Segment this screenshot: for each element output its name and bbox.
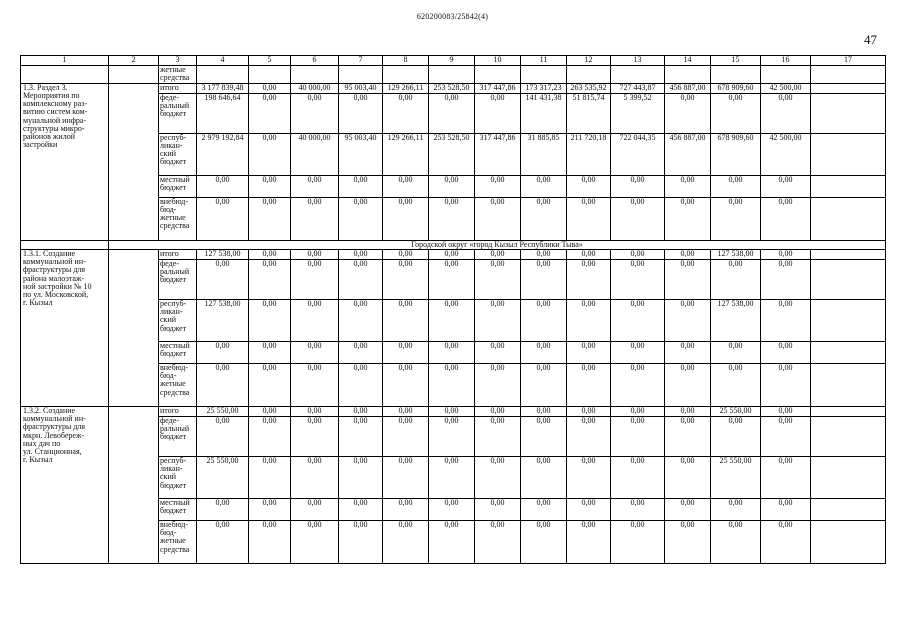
value-cell: 0,00: [567, 417, 611, 457]
funding-source-cell: итого: [159, 84, 197, 94]
value-cell: 253 528,50: [429, 84, 475, 94]
funding-source-cell: местный бюджет: [159, 499, 197, 521]
value-cell: 0,00: [665, 499, 711, 521]
value-cell: [249, 66, 291, 84]
value-cell: 0,00: [429, 198, 475, 241]
value-cell: [383, 66, 429, 84]
value-cell: 0,00: [429, 260, 475, 300]
value-cell: 0,00: [291, 176, 339, 198]
column-header: 9: [429, 56, 475, 66]
value-cell: 0,00: [475, 499, 521, 521]
value-cell: 0,00: [567, 521, 611, 564]
value-cell: 0,00: [521, 417, 567, 457]
value-cell: 0,00: [567, 176, 611, 198]
value-cell: 0,00: [611, 260, 665, 300]
value-cell: 0,00: [339, 364, 383, 407]
value-cell: 0,00: [429, 300, 475, 342]
value-cell: 0,00: [567, 499, 611, 521]
value-cell: 0,00: [291, 198, 339, 241]
document-id: 620200083/25842(4): [416, 12, 489, 21]
budget-table: [20, 55, 886, 564]
value-cell: 31 885,85: [521, 134, 567, 176]
column-header: 12: [567, 56, 611, 66]
value-cell: 0,00: [291, 250, 339, 260]
value-cell: 0,00: [665, 300, 711, 342]
value-cell: 198 646,64: [197, 94, 249, 134]
funding-source-cell: итого: [159, 407, 197, 417]
value-cell: 0,00: [475, 250, 521, 260]
value-cell: 0,00: [611, 364, 665, 407]
value-cell: 0,00: [339, 198, 383, 241]
measure-name: 1.3.1. Создание коммунальной ин- фраструктуры для района малоэтаж- ной застройки № 10 по ул. Московской, г. Кызыл: [21, 250, 109, 407]
value-cell: [475, 66, 521, 84]
value-cell: 127 538,00: [711, 250, 761, 260]
value-cell: [811, 342, 886, 364]
value-cell: 25 550,00: [197, 407, 249, 417]
value-cell: 0,00: [521, 407, 567, 417]
value-cell: 0,00: [339, 417, 383, 457]
value-cell: 0,00: [291, 457, 339, 499]
value-cell: 0,00: [711, 342, 761, 364]
value-cell: 0,00: [249, 176, 291, 198]
table-row: [21, 84, 886, 94]
value-cell: 0,00: [197, 364, 249, 407]
continuation-row: [21, 66, 886, 84]
value-cell: 211 720,18: [567, 134, 611, 176]
value-cell: 0,00: [339, 260, 383, 300]
value-cell: 0,00: [665, 250, 711, 260]
value-cell: 0,00: [383, 521, 429, 564]
value-cell: 0,00: [567, 198, 611, 241]
value-cell: 0,00: [611, 499, 665, 521]
value-cell: 0,00: [249, 521, 291, 564]
value-cell: 42 500,00: [761, 84, 811, 94]
value-cell: 0,00: [197, 417, 249, 457]
value-cell: 0,00: [249, 364, 291, 407]
region-row: [21, 241, 886, 250]
value-cell: 0,00: [429, 407, 475, 417]
value-cell: 0,00: [761, 260, 811, 300]
value-cell: 0,00: [665, 260, 711, 300]
value-cell: 127 538,00: [711, 300, 761, 342]
value-cell: [811, 499, 886, 521]
value-cell: [567, 66, 611, 84]
value-cell: 0,00: [197, 260, 249, 300]
value-cell: 0,00: [611, 407, 665, 417]
value-cell: 0,00: [567, 457, 611, 499]
empty-cell: [109, 66, 159, 84]
column-header: 17: [811, 56, 886, 66]
column-header: 1: [21, 56, 109, 66]
value-cell: 141 431,38: [521, 94, 567, 134]
value-cell: 0,00: [249, 499, 291, 521]
value-cell: [811, 521, 886, 564]
value-cell: 0,00: [475, 342, 521, 364]
value-cell: 0,00: [249, 260, 291, 300]
value-cell: 3 177 839,48: [197, 84, 249, 94]
value-cell: 0,00: [339, 300, 383, 342]
value-cell: 0,00: [291, 417, 339, 457]
value-cell: 0,00: [761, 176, 811, 198]
value-cell: 127 538,00: [197, 300, 249, 342]
value-cell: 0,00: [383, 364, 429, 407]
value-cell: [811, 250, 886, 260]
value-cell: 0,00: [711, 198, 761, 241]
value-cell: 0,00: [249, 84, 291, 94]
value-cell: 317 447,86: [475, 84, 521, 94]
value-cell: 0,00: [475, 94, 521, 134]
empty-cell: [109, 407, 159, 564]
value-cell: 0,00: [249, 198, 291, 241]
funding-source-cell: респуб- ликан- ский бюджет: [159, 134, 197, 176]
funding-source-cell: феде- ральный бюджет: [159, 94, 197, 134]
column-header: 14: [665, 56, 711, 66]
value-cell: [291, 66, 339, 84]
value-cell: 0,00: [521, 499, 567, 521]
value-cell: 0,00: [761, 417, 811, 457]
value-cell: 0,00: [521, 250, 567, 260]
value-cell: 0,00: [521, 300, 567, 342]
value-cell: 0,00: [339, 94, 383, 134]
value-cell: 0,00: [429, 457, 475, 499]
value-cell: [339, 66, 383, 84]
value-cell: 0,00: [383, 198, 429, 241]
value-cell: 0,00: [249, 457, 291, 499]
value-cell: 0,00: [339, 499, 383, 521]
empty-cell: [109, 84, 159, 241]
value-cell: [811, 300, 886, 342]
value-cell: 0,00: [611, 300, 665, 342]
value-cell: 0,00: [761, 499, 811, 521]
value-cell: 727 443,87: [611, 84, 665, 94]
value-cell: 0,00: [567, 260, 611, 300]
value-cell: [811, 457, 886, 499]
value-cell: 0,00: [339, 521, 383, 564]
funding-source-cell: феде- ральный бюджет: [159, 417, 197, 457]
value-cell: 0,00: [383, 457, 429, 499]
value-cell: 0,00: [291, 407, 339, 417]
value-cell: 0,00: [291, 499, 339, 521]
funding-source-cell: внебюд- бюд- жетные средства: [159, 521, 197, 564]
value-cell: 0,00: [249, 407, 291, 417]
value-cell: 0,00: [665, 198, 711, 241]
value-cell: 0,00: [761, 457, 811, 499]
value-cell: 5 399,52: [611, 94, 665, 134]
value-cell: 0,00: [249, 342, 291, 364]
funding-source-cell: местный бюджет: [159, 342, 197, 364]
value-cell: 0,00: [197, 198, 249, 241]
value-cell: 0,00: [611, 342, 665, 364]
value-cell: 0,00: [761, 521, 811, 564]
value-cell: 0,00: [475, 300, 521, 342]
value-cell: 0,00: [383, 250, 429, 260]
value-cell: 0,00: [249, 134, 291, 176]
value-cell: 0,00: [383, 300, 429, 342]
value-cell: 0,00: [383, 94, 429, 134]
value-cell: 129 266,11: [383, 134, 429, 176]
value-cell: 0,00: [665, 364, 711, 407]
value-cell: 0,00: [567, 364, 611, 407]
column-header: 7: [339, 56, 383, 66]
value-cell: 456 887,00: [665, 84, 711, 94]
value-cell: [811, 134, 886, 176]
value-cell: 0,00: [711, 521, 761, 564]
column-header: 3: [159, 56, 197, 66]
value-cell: 0,00: [429, 499, 475, 521]
value-cell: 317 447,86: [475, 134, 521, 176]
value-cell: 0,00: [711, 364, 761, 407]
value-cell: 0,00: [611, 521, 665, 564]
value-cell: 51 815,74: [567, 94, 611, 134]
value-cell: 0,00: [475, 260, 521, 300]
column-header: 16: [761, 56, 811, 66]
value-cell: 0,00: [567, 250, 611, 260]
value-cell: 0,00: [429, 176, 475, 198]
column-header: 5: [249, 56, 291, 66]
value-cell: 0,00: [567, 407, 611, 417]
funding-source-cell: респуб- ликан- ский бюджет: [159, 300, 197, 342]
value-cell: 0,00: [665, 457, 711, 499]
value-cell: 0,00: [521, 342, 567, 364]
column-header: 13: [611, 56, 665, 66]
value-cell: 25 550,00: [711, 407, 761, 417]
value-cell: 0,00: [567, 342, 611, 364]
value-cell: 0,00: [383, 417, 429, 457]
column-header: 8: [383, 56, 429, 66]
funding-source-cell: феде- ральный бюджет: [159, 260, 197, 300]
value-cell: 0,00: [429, 94, 475, 134]
value-cell: 0,00: [665, 417, 711, 457]
value-cell: 0,00: [429, 364, 475, 407]
value-cell: 0,00: [665, 176, 711, 198]
value-cell: 263 535,92: [567, 84, 611, 94]
value-cell: [811, 260, 886, 300]
value-cell: [811, 176, 886, 198]
value-cell: [811, 364, 886, 407]
column-header: 2: [109, 56, 159, 66]
value-cell: 40 000,00: [291, 134, 339, 176]
value-cell: [811, 66, 886, 84]
value-cell: 0,00: [761, 364, 811, 407]
value-cell: 0,00: [761, 250, 811, 260]
value-cell: 722 044,35: [611, 134, 665, 176]
value-cell: 0,00: [761, 300, 811, 342]
value-cell: 678 909,60: [711, 134, 761, 176]
value-cell: [761, 66, 811, 84]
column-header: 4: [197, 56, 249, 66]
value-cell: 0,00: [521, 364, 567, 407]
value-cell: 0,00: [711, 176, 761, 198]
value-cell: [811, 94, 886, 134]
value-cell: 0,00: [249, 250, 291, 260]
value-cell: 0,00: [339, 342, 383, 364]
value-cell: 0,00: [339, 250, 383, 260]
value-cell: 0,00: [711, 260, 761, 300]
value-cell: 0,00: [521, 198, 567, 241]
value-cell: 0,00: [611, 176, 665, 198]
table-row: [21, 250, 886, 260]
measure-name: 1.3.2. Создание коммунальной ин- фраструктуры для мкрн. Левобереж- ных дач по ул. Станционная, г. Кызыл: [21, 407, 109, 564]
value-cell: 0,00: [291, 364, 339, 407]
value-cell: 0,00: [567, 300, 611, 342]
column-header: 15: [711, 56, 761, 66]
value-cell: 0,00: [665, 407, 711, 417]
table-body: [21, 56, 886, 564]
value-cell: 0,00: [665, 521, 711, 564]
value-cell: 0,00: [611, 417, 665, 457]
value-cell: [811, 417, 886, 457]
value-cell: 0,00: [711, 94, 761, 134]
value-cell: 0,00: [249, 300, 291, 342]
value-cell: 0,00: [711, 499, 761, 521]
value-cell: 0,00: [475, 364, 521, 407]
value-cell: 0,00: [521, 521, 567, 564]
value-cell: 0,00: [761, 407, 811, 417]
value-cell: [711, 66, 761, 84]
value-cell: [811, 198, 886, 241]
value-cell: 0,00: [475, 457, 521, 499]
funding-source-cell: местный бюджет: [159, 176, 197, 198]
table-row: [21, 407, 886, 417]
value-cell: 0,00: [339, 457, 383, 499]
value-cell: 0,00: [475, 198, 521, 241]
value-cell: 0,00: [475, 407, 521, 417]
header-row: [21, 56, 886, 66]
value-cell: 0,00: [291, 342, 339, 364]
value-cell: 0,00: [665, 342, 711, 364]
value-cell: 0,00: [429, 521, 475, 564]
funding-source-cell: жетные средства: [159, 66, 197, 84]
value-cell: 25 550,00: [711, 457, 761, 499]
value-cell: [521, 66, 567, 84]
value-cell: 95 003,40: [339, 84, 383, 94]
value-cell: 0,00: [611, 250, 665, 260]
value-cell: [811, 84, 886, 94]
value-cell: [665, 66, 711, 84]
funding-source-cell: респуб- ликан- ский бюджет: [159, 457, 197, 499]
value-cell: 0,00: [291, 521, 339, 564]
value-cell: 0,00: [291, 260, 339, 300]
value-cell: 0,00: [611, 198, 665, 241]
value-cell: 0,00: [665, 94, 711, 134]
value-cell: 0,00: [521, 176, 567, 198]
page-number: 47: [864, 32, 877, 47]
value-cell: 173 317,23: [521, 84, 567, 94]
funding-source-cell: итого: [159, 250, 197, 260]
value-cell: 0,00: [291, 94, 339, 134]
value-cell: 0,00: [383, 260, 429, 300]
value-cell: 0,00: [197, 176, 249, 198]
value-cell: 0,00: [339, 176, 383, 198]
value-cell: 0,00: [761, 94, 811, 134]
value-cell: 0,00: [475, 176, 521, 198]
value-cell: 95 003,40: [339, 134, 383, 176]
value-cell: 678 909,60: [711, 84, 761, 94]
value-cell: [197, 66, 249, 84]
value-cell: 0,00: [521, 260, 567, 300]
name-cell: [21, 66, 109, 84]
column-header: 11: [521, 56, 567, 66]
column-header: 10: [475, 56, 521, 66]
empty-cell: [109, 250, 159, 407]
value-cell: 0,00: [383, 499, 429, 521]
funding-source-cell: внебюд- бюд- жетные средства: [159, 198, 197, 241]
value-cell: 0,00: [429, 342, 475, 364]
measure-name: 1.3. Раздел 3. Мероприятия по комплексному раз- витию систем ком- мунальной инфра- структуры микро- районов жилой застройки: [21, 84, 109, 241]
value-cell: 0,00: [611, 457, 665, 499]
value-cell: [811, 407, 886, 417]
region-title: Городской округ «город Кызыл Республики Тыва»: [109, 241, 886, 250]
value-cell: 0,00: [197, 521, 249, 564]
value-cell: [429, 66, 475, 84]
value-cell: 0,00: [249, 94, 291, 134]
value-cell: 0,00: [761, 342, 811, 364]
value-cell: 0,00: [521, 457, 567, 499]
value-cell: 0,00: [291, 300, 339, 342]
value-cell: 129 266,11: [383, 84, 429, 94]
value-cell: 0,00: [711, 417, 761, 457]
value-cell: 42 500,00: [761, 134, 811, 176]
value-cell: 253 528,50: [429, 134, 475, 176]
value-cell: 0,00: [761, 198, 811, 241]
value-cell: 0,00: [197, 342, 249, 364]
value-cell: 0,00: [429, 417, 475, 457]
empty-cell: [21, 241, 109, 250]
value-cell: 0,00: [197, 499, 249, 521]
value-cell: 0,00: [383, 176, 429, 198]
value-cell: 0,00: [383, 342, 429, 364]
value-cell: 0,00: [339, 407, 383, 417]
value-cell: 0,00: [475, 417, 521, 457]
funding-source-cell: внебюд- бюд- жетные средства: [159, 364, 197, 407]
value-cell: 40 000,00: [291, 84, 339, 94]
value-cell: 0,00: [429, 250, 475, 260]
value-cell: 456 887,00: [665, 134, 711, 176]
column-header: 6: [291, 56, 339, 66]
value-cell: 25 550,00: [197, 457, 249, 499]
value-cell: 0,00: [475, 521, 521, 564]
value-cell: 127 538,00: [197, 250, 249, 260]
value-cell: [611, 66, 665, 84]
value-cell: 2 979 192,84: [197, 134, 249, 176]
value-cell: 0,00: [383, 407, 429, 417]
value-cell: 0,00: [249, 417, 291, 457]
